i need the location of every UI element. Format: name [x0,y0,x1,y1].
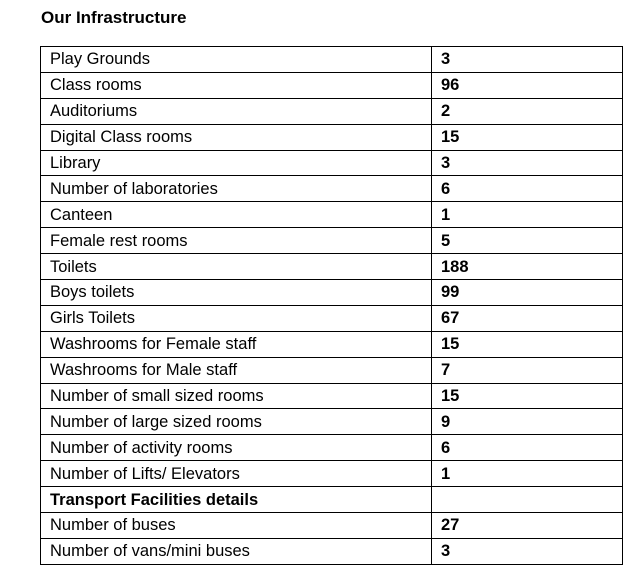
table-row [41,47,623,73]
row-label: Class rooms [41,72,432,98]
row-value: 15 [432,383,623,409]
table-row [41,435,623,461]
table-row [41,513,623,539]
row-value: 15 [432,331,623,357]
table-row [41,409,623,435]
row-value: 2 [432,98,623,124]
row-value: 7 [432,357,623,383]
table-row [41,305,623,331]
row-value: 9 [432,409,623,435]
row-label: Auditoriums [41,98,432,124]
row-value: 3 [432,538,623,564]
row-value: 15 [432,124,623,150]
row-label: Number of vans/mini buses [41,538,432,564]
table-row [41,280,623,306]
table-row [41,72,623,98]
row-value: 1 [432,461,623,487]
row-value: 5 [432,228,623,254]
row-label: Washrooms for Female staff [41,331,432,357]
table-row [41,228,623,254]
table-row [41,357,623,383]
row-label: Number of small sized rooms [41,383,432,409]
row-label: Number of buses [41,513,432,539]
section-header-row [41,487,623,513]
row-value: 3 [432,47,623,73]
row-value: 99 [432,280,623,306]
row-label: Canteen [41,202,432,228]
page-title: Our Infrastructure [41,8,187,27]
table-row [41,383,623,409]
row-label: Washrooms for Male staff [41,357,432,383]
row-label: Number of activity rooms [41,435,432,461]
row-value: 3 [432,150,623,176]
row-value: 67 [432,305,623,331]
row-value: 6 [432,435,623,461]
row-label: Female rest rooms [41,228,432,254]
table-row [41,150,623,176]
row-value: 27 [432,513,623,539]
row-value: 188 [432,254,623,280]
row-label: Toilets [41,254,432,280]
infrastructure-table-body [41,47,623,565]
row-label: Number of laboratories [41,176,432,202]
table-row [41,98,623,124]
table-row [41,538,623,564]
row-value: 6 [432,176,623,202]
row-label: Number of large sized rooms [41,409,432,435]
row-label: Girls Toilets [41,305,432,331]
table-row [41,124,623,150]
infrastructure-table [40,46,623,565]
row-label: Digital Class rooms [41,124,432,150]
row-label: Number of Lifts/ Elevators [41,461,432,487]
row-label: Boys toilets [41,280,432,306]
section-header-label: Transport Facilities details [41,487,432,513]
section-header-value [432,487,623,513]
row-label: Library [41,150,432,176]
row-label: Play Grounds [41,47,432,73]
table-row [41,461,623,487]
row-value: 1 [432,202,623,228]
row-value: 96 [432,72,623,98]
table-row [41,254,623,280]
table-row [41,202,623,228]
table-row [41,176,623,202]
table-row [41,331,623,357]
